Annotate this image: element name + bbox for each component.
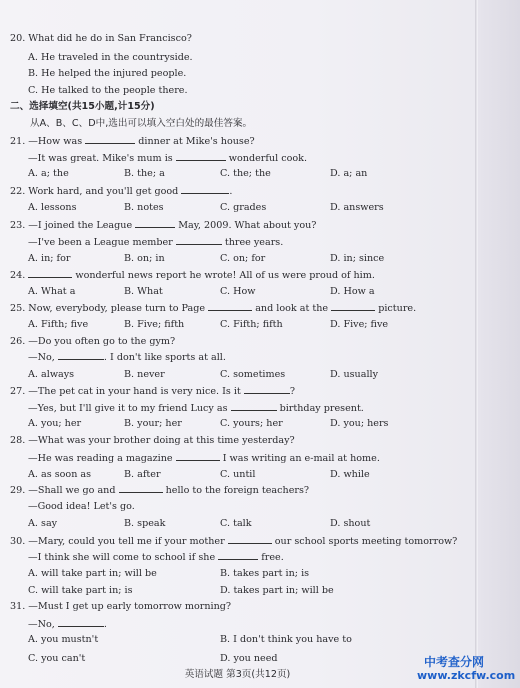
q21-option-d: D. a; an — [330, 168, 368, 179]
q20-option-b: B. He helped the injured people. — [28, 68, 187, 79]
q22-option-a: A. lessons — [28, 202, 77, 213]
q31-line-1 — [10, 601, 231, 613]
q28-option-d: D. while — [330, 469, 370, 480]
answer-blank — [331, 302, 375, 311]
question-text: dinner at Mike's house? — [135, 136, 255, 147]
question-text: —Good idea! Let's go. — [28, 501, 135, 512]
q27-line-2 — [28, 402, 364, 415]
q23-option-b: B. on; in — [124, 253, 165, 264]
q24-option-c: C. How — [220, 286, 256, 297]
answer-blank — [176, 452, 220, 461]
q30-option-b: B. takes part in; is — [220, 568, 310, 579]
q22-line-1 — [10, 185, 232, 198]
question-text: 23. —I joined the League — [10, 220, 136, 231]
question-text: . — [103, 619, 107, 630]
question-text: —I think she will come to school if she — [28, 552, 219, 563]
page-edge-shadow — [478, 0, 520, 688]
question-text: 22. Work hard, and you'll get good — [10, 186, 182, 197]
question-text: hello to the foreign teachers? — [162, 485, 310, 496]
q21-line-2 — [28, 152, 307, 165]
question-text: our school sports meeting tomorrow? — [271, 536, 458, 547]
q22-option-c: C. grades — [220, 202, 267, 213]
q21-option-c: C. the; the — [220, 168, 271, 179]
question-text: —No, — [28, 619, 58, 630]
q29-line-2 — [28, 501, 135, 513]
q29-option-a: A. say — [28, 518, 58, 529]
q24-line-1 — [10, 269, 375, 282]
q29-option-d: D. shout — [330, 518, 371, 529]
question-text: 26. —Do you often go to the gym? — [10, 336, 176, 347]
q31-option-b: B. I don't think you have to — [220, 634, 352, 645]
answer-blank — [176, 236, 222, 245]
answer-blank — [228, 535, 272, 544]
q30-line-2 — [28, 551, 284, 564]
answer-blank — [176, 152, 226, 161]
q26-option-c: C. sometimes — [220, 369, 286, 380]
page-fold — [475, 0, 478, 688]
question-text: picture. — [375, 303, 417, 314]
q30-option-c: C. will take part in; is — [28, 585, 133, 596]
q25-option-a: A. Fifth; five — [28, 319, 89, 330]
q27-option-c: C. yours; her — [220, 418, 283, 429]
watermark-site-name: 中考查分网 — [424, 655, 485, 669]
answer-blank — [85, 135, 135, 144]
question-text: 30. —Mary, could you tell me if your mother — [10, 536, 228, 547]
q20-stem: 20. What did he do in San Francisco? — [10, 33, 192, 44]
question-text: free. — [258, 552, 284, 563]
question-text: . — [229, 186, 233, 197]
question-text: birthday present. — [276, 403, 364, 414]
q23-line-2 — [28, 236, 283, 249]
answer-blank — [208, 302, 252, 311]
q23-option-c: C. on; for — [220, 253, 266, 264]
q28-option-a: A. as soon as — [28, 469, 92, 480]
q25-option-d: D. Five; five — [330, 319, 389, 330]
question-text: three years. — [221, 237, 284, 248]
q31-option-c: C. you can't — [28, 653, 86, 664]
q31-option-a: A. you mustn't — [28, 634, 99, 645]
answer-blank — [58, 351, 104, 360]
q26-line-2 — [28, 351, 226, 364]
q25-option-c: C. Fifth; fifth — [220, 319, 283, 330]
q27-option-a: A. you; her — [28, 418, 82, 429]
q20-option-a: A. He traveled in the countryside. — [28, 52, 193, 63]
q31-option-d: D. you need — [220, 653, 278, 664]
q29-option-b: B. speak — [124, 518, 166, 529]
answer-blank — [135, 219, 175, 228]
q23-option-d: D. in; since — [330, 253, 385, 264]
question-text: wonderful news report he wrote! All of us were proud of him. — [72, 270, 375, 281]
q23-option-a: A. in; for — [28, 253, 71, 264]
answer-blank — [119, 484, 163, 493]
q21-option-b: B. the; a — [124, 168, 165, 179]
q28-option-c: C. until — [220, 469, 256, 480]
q21-line-1 — [10, 135, 255, 148]
q29-option-c: C. talk — [220, 518, 252, 529]
q25-line-1 — [10, 302, 416, 315]
q22-option-b: B. notes — [124, 202, 164, 213]
q20-option-c: C. He talked to the people there. — [28, 85, 188, 96]
question-text: May, 2009. What about you? — [175, 220, 317, 231]
question-text: . I don't like sports at all. — [103, 352, 226, 363]
q23-line-1 — [10, 219, 316, 232]
q25-option-b: B. Five; fifth — [124, 319, 185, 330]
answer-blank — [28, 269, 72, 278]
question-text: —He was reading a magazine — [28, 453, 176, 464]
question-text: —No, — [28, 352, 58, 363]
q28-option-b: B. after — [124, 469, 161, 480]
question-text: wonderful cook. — [225, 153, 307, 164]
q22-option-d: D. answers — [330, 202, 384, 213]
question-text: —It was great. Mike's mum is — [28, 153, 176, 164]
watermark-url: www.zkcfw.com — [417, 669, 516, 682]
q26-option-d: D. usually — [330, 369, 379, 380]
q21-option-a: A. a; the — [28, 168, 69, 179]
question-text: 31. —Must I get up early tomorrow morning? — [10, 601, 232, 612]
section-instruction: 从A、B、C、D中,选出可以填入空白处的最佳答案。 — [30, 118, 253, 129]
q28-line-1 — [10, 435, 295, 447]
q26-option-b: B. never — [124, 369, 165, 380]
q27-option-b: B. your; her — [124, 418, 182, 429]
q26-option-a: A. always — [28, 369, 75, 380]
q30-option-d: D. takes part in; will be — [220, 585, 334, 596]
question-text: 28. —What was your brother doing at this time yesterday? — [10, 435, 295, 446]
question-text: 21. —How was — [10, 136, 86, 147]
question-text: —Yes, but I'll give it to my friend Lucy as — [28, 403, 231, 414]
answer-blank — [58, 618, 104, 627]
q31-line-2 — [28, 618, 107, 631]
q29-line-1 — [10, 484, 309, 497]
q24-option-d: D. How a — [330, 286, 375, 297]
question-text: 24. — [10, 270, 29, 281]
page-footer: 英语试题 第3页(共12页) — [184, 669, 291, 680]
q24-option-a: A. What a — [28, 286, 76, 297]
q27-line-1 — [10, 385, 295, 398]
answer-blank — [218, 551, 258, 560]
q30-option-a: A. will take part in; will be — [28, 568, 157, 579]
question-text: 29. —Shall we go and — [10, 485, 119, 496]
q26-line-1 — [10, 336, 175, 348]
question-text: 25. Now, everybody, please turn to Page — [10, 303, 209, 314]
answer-blank — [181, 185, 229, 194]
question-text: ? — [289, 386, 295, 397]
q24-option-b: B. What — [124, 286, 163, 297]
q30-line-1 — [10, 535, 457, 548]
question-text: —I've been a League member — [28, 237, 176, 248]
question-text: and look at the — [252, 303, 332, 314]
question-text: 27. —The pet cat in your hand is very nice. Is it — [10, 386, 244, 397]
question-text: I was writing an e-mail at home. — [219, 453, 380, 464]
answer-blank — [231, 402, 277, 411]
q27-option-d: D. you; hers — [330, 418, 389, 429]
answer-blank — [244, 385, 290, 394]
section-title: 二、选择填空(共15小题,计15分) — [10, 101, 155, 112]
q28-line-2 — [28, 452, 380, 465]
